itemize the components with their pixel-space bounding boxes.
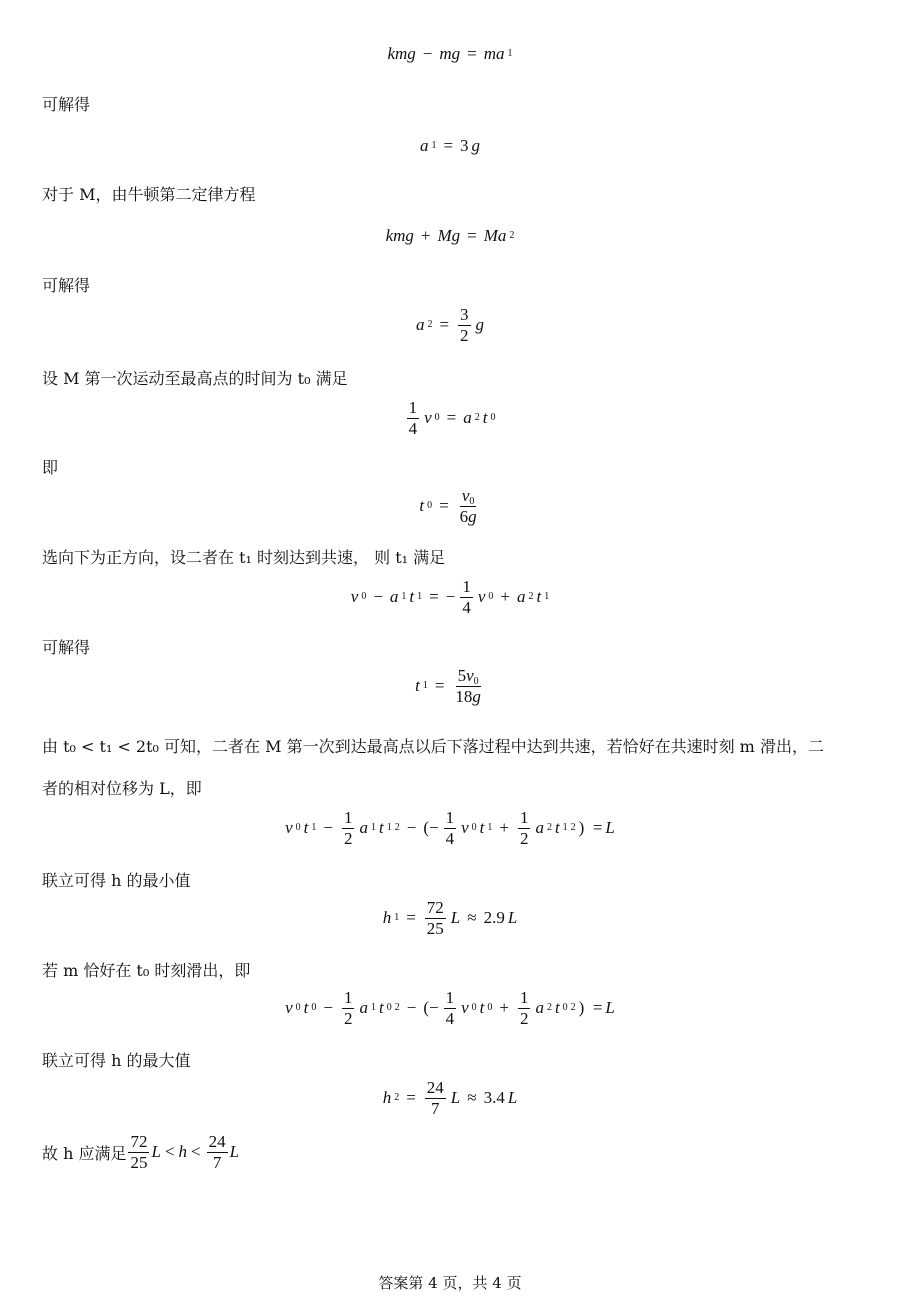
text-line: 者的相对位移为 L，即 (42, 779, 202, 798)
text-line: 联立可得 h 的最大值 (42, 1051, 191, 1070)
text-line: 即 (42, 458, 59, 477)
equation-common-velocity: v 0 − a 1 t 1 = − $\frac{1}{4}$ v 0 + a 2 t 1 (350, 577, 550, 617)
text-line: 对于 M，由牛顿第二定律方程 (42, 185, 256, 204)
text-line: 可解得 (42, 276, 91, 295)
equation-h-range: $\frac{72}{25}$ L < h < $\frac{24}{7}$ L (130, 1132, 240, 1172)
equation-t1: t 1 = $\frac{5v_0}{18g}$ (415, 666, 481, 706)
equation-a2: a 2 = $\frac{3}{2}$ g (415, 305, 485, 345)
equation-h1: h 1 = $\frac{72}{25}$ L ≈ 2.9 L (382, 898, 518, 938)
equation-t0: t 0 = $\frac{v_0}{6g}$ (419, 486, 477, 526)
page-footer: 答案第 4 页，共 4 页 (378, 1274, 522, 1292)
final-conclusion (42, 1133, 239, 1172)
text-line: 联立可得 h 的最小值 (42, 871, 191, 890)
text-line: 故 h 应满足 (42, 1143, 127, 1163)
equation-relative-displacement-t0: v 0 t 0 − $\frac{1}{2}$ a 1 t 0 2 − (− $\frac{1}{4}$ v 0 t 0 + $\frac{1}{2}$ a 2 t 0 2 ) = L (285, 988, 615, 1028)
text-line: 选向下为正方向，设二者在 t₁ 时刻达到共速， 则 t₁ 满足 (42, 548, 446, 567)
text-line: 设 M 第一次运动至最高点的时间为 t₀ 满足 (42, 369, 348, 388)
equation-relative-displacement-t1: v 0 t 1 − $\frac{1}{2}$ a 1 t 1 2 − (− $\frac{1}{4}$ v 0 t 1 + $\frac{1}{2}$ a 2 t 1 2 ) = L (285, 808, 615, 848)
equation-h2: h 2 = $\frac{24}{7}$ L ≈ 3.4 L (382, 1078, 518, 1118)
text-line: 由 t₀ < t₁ < 2t₀ 可知，二者在 M 第一次到达最高点以后下落过程中达到共速，若恰好在共速时刻 m 滑出，二 (42, 737, 824, 756)
text-line: 若 m 恰好在 t₀ 时刻滑出，即 (42, 961, 251, 980)
text-line: 可解得 (42, 638, 91, 657)
text-line: 可解得 (42, 95, 91, 114)
equation-kmg-plus-Mg: kmg + Mg = Ma 2 (385, 226, 515, 245)
equation-a1: a 1 = 3 g (419, 136, 481, 155)
equation-t0-condition: $\frac{1}{4}$ v 0 = a 2 t 0 (408, 398, 496, 438)
equation-kmg-minus-mg: kmg − mg = ma 1 (387, 44, 513, 63)
